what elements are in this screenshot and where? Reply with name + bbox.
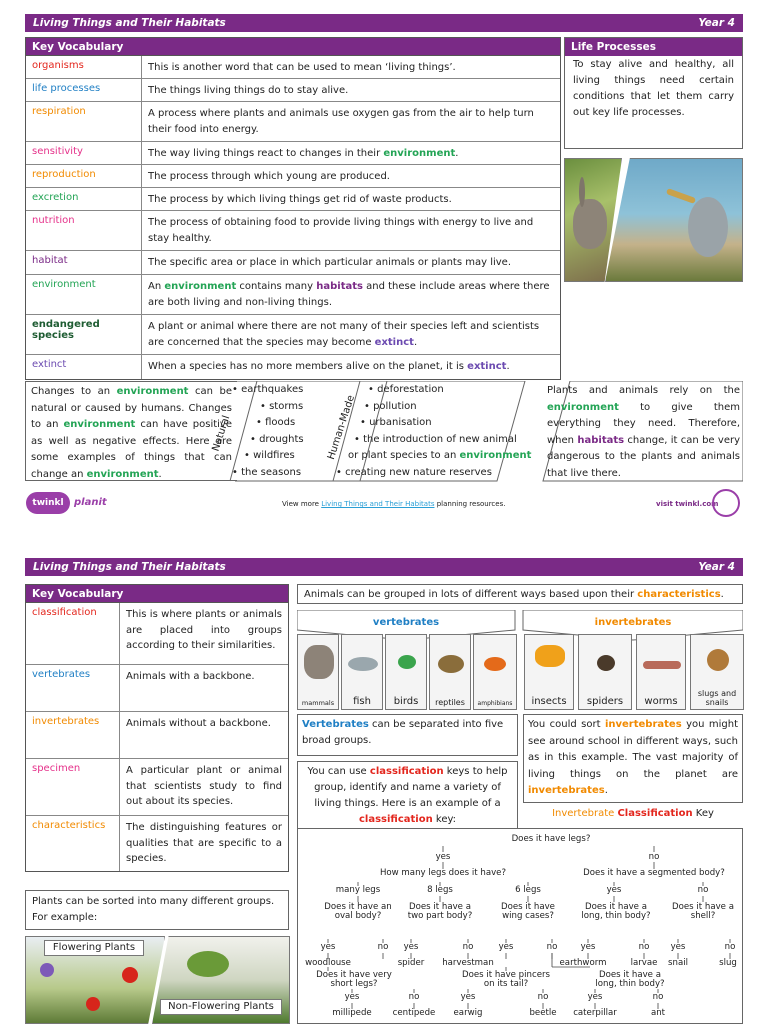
vocab-definition: This is another word that can be used to mean ‘living things’. [148,62,456,73]
vocab-row [26,251,560,275]
table-heading: Key Vocabulary [26,38,560,56]
vocab-row [26,56,560,79]
key-answer: 8 legs [427,885,453,895]
vocab-row [26,79,560,102]
page2-header [25,558,743,576]
list-item: • earthquakes [232,384,304,395]
vocab-term: characteristics [26,816,120,871]
key-question: Does it have an oval body? [324,902,392,922]
card-label: slugs and snails [697,689,737,707]
text: planning resources. [434,500,506,508]
card-label: insects [531,696,567,707]
vocab-definition: A particular plant or animal that scientists study to find out about its species. [126,765,282,807]
text: can be natural or caused by humans. Changes to an [31,386,232,430]
key-result-slug: slug [719,958,737,968]
text: keys to help group, identify and name a variety of living things. Here is an example of a [314,766,508,809]
grouped-text [297,584,743,604]
planning-link[interactable]: Living Things and Their Habitats [321,500,435,508]
vocab-definition: The process of obtaining food to provide living things with energy to live and stay healthy. [148,217,534,244]
visit-twinkl-link[interactable]: visit twinkl.com [656,500,719,508]
highlight: Vertebrates [302,719,369,730]
vocab-term: habitat [26,251,142,274]
key-question: Does it have a segmented body? [583,868,725,878]
vocab-definition [142,315,560,354]
key-no: no [537,992,549,1002]
text: or plant species to an [348,450,460,461]
year-label: Year 4 [698,17,735,29]
vocab-row [26,188,560,211]
vocab-definition: A process where plants and animals use oxygen gas from the air to help turn their food into energy. [148,108,534,135]
invertebrates-heading: invertebrates [594,617,672,628]
vocab-row [26,102,560,142]
key-no: no [648,852,660,862]
text: You could sort [528,719,605,730]
text: . [413,336,418,348]
text: . [506,361,510,372]
vocab-row [26,142,560,165]
key-yes: yes [460,992,476,1002]
text: An [148,281,165,292]
footer-view-more [282,500,505,508]
card-label: worms [644,696,678,707]
key-answer: 6 legs [515,885,541,895]
card-label: reptiles [435,698,465,707]
highlight: environment [547,401,619,413]
highlight: environment [116,386,189,397]
highlight: extinct [374,336,414,348]
vocab-term: nutrition [26,211,142,250]
rely-text [535,383,740,482]
table-heading: Key Vocabulary [26,585,288,603]
vocab-definition [142,275,560,314]
life-processes-title: Life Processes [565,38,742,56]
text: . [455,148,459,159]
vocab-row [26,665,288,712]
vocab-term: organisms [26,56,142,78]
card-label: birds [393,696,419,707]
five-groups-text [297,714,518,756]
highlight: classification [358,814,433,825]
page-title: Living Things and Their Habitats [33,561,226,573]
key-no: no [652,992,664,1002]
list-item: • wildfires [244,450,295,461]
key-result-snail: snail [668,958,688,968]
text: Animals can be grouped in lots of different ways based upon their [304,589,638,600]
text: . [720,589,724,600]
flowering-plants-caption: Flowering Plants [44,940,144,956]
highlight: environment [86,468,159,480]
key-question: Does it have a shell? [672,902,734,922]
highlight: habitats [577,434,625,446]
key-question: Does it have legs? [511,834,591,844]
key-no: no [377,942,389,952]
key-result-larvae: larvae [630,958,658,968]
planit-logo: planit [74,497,107,508]
quality-badge-icon [712,489,740,517]
vocab-row [26,603,288,665]
vocab-row [26,712,288,759]
key-yes: yes [606,885,622,895]
text: can have positive as well as negative effects. Here are some examples of things that can change an [31,419,232,480]
list-item: • the seasons [232,466,302,478]
vocab-row [26,315,560,355]
natural-list [232,382,332,481]
key-question: Does it have wing cases? [501,902,555,922]
highlight: extinct [467,361,507,372]
classification-keys-text [297,761,518,829]
vocab-definition: The things living things do to stay alive. [148,85,349,96]
highlight: invertebrates [604,719,682,730]
life-processes-text: To stay alive and healthy, all living things need certain conditions that let them carry out key life processes. [573,59,734,118]
classification-key [297,828,743,1024]
highlight: characteristics [637,589,721,600]
key-result-earwig: earwig [453,1008,483,1018]
key-yes: yes [670,942,686,952]
text: Changes to an [31,386,117,397]
key-question: Does it have a two part body? [407,902,473,922]
text: you might see around school in different ways, such as in this example. The vast majority of living things on the planet are [528,719,739,780]
text: key: [432,814,457,825]
text: . [604,785,608,796]
key-yes: yes [580,942,596,952]
mammal-card [297,634,339,710]
highlight: environment [459,450,532,461]
vocab-row [26,759,288,816]
vocab-term: life processes [26,79,142,101]
vocab-term: classification [26,603,120,664]
key-yes: yes [320,942,336,952]
vocab-term: specimen [26,759,120,815]
highlight: environment [164,281,237,292]
key-result-beetle: beetle [529,1008,557,1018]
text: can be separated into five broad groups. [302,719,504,746]
vocab-term: sensitivity [26,142,142,164]
list-item: • floods [256,417,296,428]
vocab-term: extinct [26,355,142,379]
card-label: fish [353,696,371,707]
life-processes-box [564,37,743,149]
text: contains many [236,281,317,292]
plants-sort-text: Plants can be sorted into many different groups. For example: [25,890,289,930]
key-result-caterpillar: caterpillar [573,1008,617,1018]
vocab-term: respiration [26,102,142,141]
vocab-term: invertebrates [26,712,120,758]
text: Invertebrate [552,808,618,819]
vocab-row [26,165,560,188]
text: to give them everything they need. Therefore, when [547,401,740,446]
text: Key [692,808,714,819]
text: The way living things react to changes in their [148,148,384,159]
card-label: amphibians [477,700,513,707]
key-result-earthworm: earthworm [559,958,607,968]
list-item: • urbanisation [360,417,432,428]
key-result-harvestman: harvestman [442,958,494,968]
sort-invertebrates-text [523,714,743,803]
text: . [158,468,162,480]
key-vocabulary-table [25,37,561,380]
reptile-card [429,634,471,710]
key-result-ant: ant [650,1008,666,1018]
list-item: • pollution [364,400,417,412]
key-yes: yes [587,992,603,1002]
natural-label: Natural [210,414,233,453]
key-no: no [408,992,420,1002]
list-item: • creating new nature reserves [336,466,492,478]
list-item: • deforestation [368,384,444,395]
text: When a species has no more members alive on the planet, it is [148,361,468,372]
vocab-definition: Animals without a backbone. [126,718,271,729]
highlight: environment [63,419,136,430]
key-yes: yes [435,852,451,862]
highlight: Classification [617,808,693,819]
text: You can use [307,766,370,777]
vocab-term: endangered species [26,315,142,354]
highlight: environment [383,148,456,159]
key-question: Does it have a long, thin body? [581,902,651,922]
list-item: • storms [260,400,304,412]
key-no: no [546,942,558,952]
key-question: Does it have pincers on its tail? [462,970,550,990]
vertebrate-cards [297,634,519,710]
key-yes: yes [498,942,514,952]
vocab-term: vertebrates [26,665,120,711]
key-no: no [697,885,709,895]
insect-card [524,634,574,710]
key-question: Does it have a long, thin body? [595,970,665,990]
key-vocabulary-table-2 [25,584,289,872]
amphibian-card [473,634,517,710]
page1-header [25,14,743,32]
invertebrate-cards [524,634,744,710]
list-item: • the introduction of new animal [354,433,517,445]
key-result-centipede: centipede [392,1008,436,1018]
key-no: no [724,942,736,952]
list-item: • droughts [250,433,304,445]
vocab-definition: Animals with a backbone. [126,671,255,682]
list-item [336,448,536,465]
vocab-definition [142,355,560,379]
text: and these include areas where there are both living and non-living things. [148,281,550,308]
card-label: mammals [301,699,335,707]
worm-card [636,634,686,710]
vocab-term: environment [26,275,142,314]
vocab-definition: The specific area or place in which particular animals or plants may live. [148,257,511,268]
text: Plants and animals rely on the [547,385,740,396]
vocab-definition: The process by which living things get rid of waste products. [148,194,452,205]
fish-card [341,634,383,710]
key-no: no [638,942,650,952]
spider-card [578,634,632,710]
snail-card [690,634,744,710]
vocab-row [26,816,288,871]
text: View more [282,500,322,508]
vocab-row [26,275,560,315]
bird-card [385,634,427,710]
key-result-spider: spider [397,958,425,968]
highlight: classification [369,766,444,777]
highlight: habitats [316,281,363,292]
human-made-list [336,382,536,481]
key-yes: yes [403,942,419,952]
human-made-label: Human-Made [325,393,358,462]
card-label: spiders [586,696,624,707]
vertebrates-heading: vertebrates [372,617,440,628]
key-no: no [462,942,474,952]
vocab-row [26,211,560,251]
text: change, it can be very dangerous to the plants and animals that live there. [547,434,741,479]
page-title: Living Things and Their Habitats [33,17,226,29]
key-title [523,808,743,819]
key-result-millipede: millipede [332,1008,372,1018]
vocab-term: reproduction [26,165,142,187]
vocab-term: excretion [26,188,142,210]
key-question: Does it have very short legs? [316,970,392,990]
text: A plant or animal where there are not many of their species left and scientists are concerned that the species may become [148,321,540,348]
vocab-definition: This is where plants or animals are placed into groups according to their similarities. [126,609,282,651]
key-answer: many legs [335,885,381,895]
highlight: invertebrates [528,785,605,796]
vocab-definition [142,142,560,164]
heron-image [605,158,743,282]
year-label: Year 4 [698,561,735,573]
key-connectors [298,829,744,1025]
vocab-row [26,355,560,379]
key-result-woodlouse: woodlouse [305,958,351,968]
non-flowering-plants-caption: Non-Flowering Plants [160,999,282,1015]
vocab-definition: The distinguishing features or qualities that are specific to a species. [126,822,282,864]
vocab-definition: The process through which young are produced. [148,171,390,182]
key-yes: yes [344,992,360,1002]
twinkl-logo[interactable]: twinkl [26,492,70,514]
key-question: How many legs does it have? [379,868,507,878]
